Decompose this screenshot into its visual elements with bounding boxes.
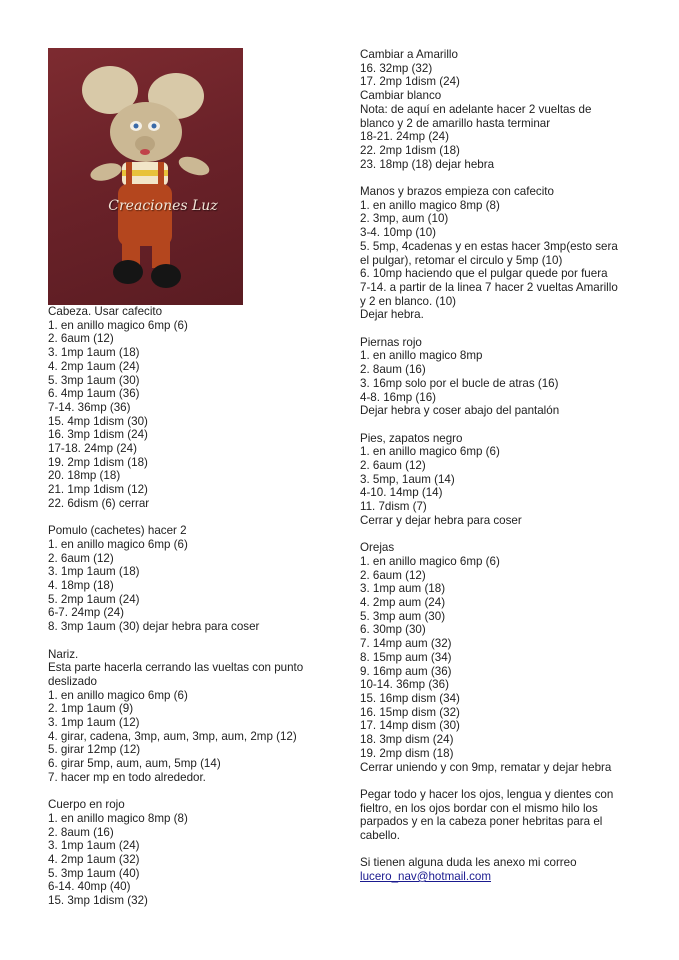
text-line: 17. 2mp 1dism (24) (360, 75, 460, 89)
text-line: 1. en anillo magico 6mp (6) (48, 537, 188, 551)
text-line: 18. 3mp dism (24) (360, 733, 454, 747)
text-line: blanco y 2 de amarillo hasta terminar (360, 116, 551, 130)
text-line: Piernas rojo (360, 335, 422, 349)
doll-illustration (48, 48, 243, 305)
text-line: 4. 18mp (18) (48, 579, 114, 593)
text-line: Cambiar blanco (360, 89, 442, 103)
text-line: 1. en anillo magico 6mp (6) (48, 318, 188, 332)
right-arm (176, 153, 212, 179)
left-arm (88, 160, 123, 184)
right-shoe (151, 264, 181, 288)
text-line: Cerrar y dejar hebra para coser (360, 513, 522, 527)
text-line: 15. 3mp 1dism (32) (48, 894, 148, 908)
text-line: 2. 8aum (16) (48, 825, 114, 839)
text-line: 2. 3mp, aum (10) (360, 212, 449, 226)
text-line: 7. hacer mp en todo alrededor. (48, 770, 206, 784)
text-line: parpados y en la cabeza poner hebritas para el (360, 815, 603, 829)
text-line: 9. 16mp aum (36) (360, 664, 452, 678)
text-line: Dejar hebra. (360, 308, 424, 322)
text-line: 6-7. 24mp (24) (48, 606, 125, 620)
blank-line (48, 785, 333, 799)
text-line: fieltro, en los ojos bordar con el mismo hilo los (360, 801, 598, 815)
text-line: Cabeza. Usar cafecito (48, 305, 163, 318)
text-line: 3. 5mp, 1aum (14) (360, 472, 455, 486)
text-line: 5. 5mp, 4cadenas y en estas hacer 3mp(esto sera (360, 239, 618, 253)
text-line: Manos y brazos empieza con cafecito (360, 185, 554, 199)
text-line: 7-14. 36mp (36) (48, 400, 131, 414)
text-line: 7. 14mp aum (32) (360, 637, 452, 651)
text-line: Dejar hebra y coser abajo del pantalón (360, 404, 560, 418)
text-line: 4. 2mp aum (24) (360, 596, 446, 610)
text-line: 8. 15mp aum (34) (360, 650, 452, 664)
text-line: 21. 1mp 1dism (12) (48, 483, 148, 497)
text-line: 15. 4mp 1dism (30) (48, 414, 148, 428)
text-line: 3. 1mp 1aum (18) (48, 346, 140, 360)
left-column (48, 305, 333, 908)
text-line: 2. 1mp 1aum (9) (48, 702, 134, 716)
text-line: 5. 3mp aum (30) (360, 609, 446, 623)
left-shoe (113, 260, 143, 284)
text-line: Orejas (360, 541, 395, 555)
text-line: 16. 32mp (32) (360, 61, 433, 75)
text-line: 18-21. 24mp (24) (360, 130, 449, 144)
text-line: 3. 1mp aum (18) (360, 582, 446, 596)
text-line: 1. en anillo magico 6mp (6) (360, 445, 500, 459)
text-line: 3. 1mp 1aum (18) (48, 565, 140, 579)
left-column-lines (48, 305, 333, 908)
text-line: 5. 2mp 1aum (24) (48, 592, 140, 606)
text-line: 16. 3mp 1dism (24) (48, 428, 148, 442)
text-line: 23. 18mp (18) dejar hebra (360, 157, 495, 171)
text-line: 6. 10mp haciendo que el pulgar quede por fuera (360, 267, 608, 281)
text-line: 1. en anillo magico 6mp (6) (48, 688, 188, 702)
text-line: 4. 2mp 1aum (24) (48, 359, 140, 373)
text-line: 1. en anillo magico 8mp (8) (360, 198, 500, 212)
text-line: deslizado (48, 674, 97, 688)
text-line: 16. 15mp dism (32) (360, 705, 460, 719)
text-line: 6. 4mp 1aum (36) (48, 387, 140, 401)
text-line: 2. 6aum (12) (360, 568, 426, 582)
text-line: y 2 en blanco. (10) (360, 294, 457, 308)
text-line: 4. girar, cadena, 3mp, aum, 3mp, aum, 2mp (12) (48, 729, 297, 743)
text-line: 22. 2mp 1dism (18) (360, 143, 460, 157)
text-line: 1. en anillo magico 6mp (6) (360, 554, 500, 568)
photo-watermark: Creaciones Luz (108, 198, 218, 214)
blank-line (360, 171, 652, 185)
text-line: Si tienen alguna duda les anexo mi correo (360, 856, 577, 870)
text-line: 15. 16mp dism (34) (360, 691, 460, 705)
text-line: 2. 8aum (16) (360, 363, 426, 377)
text-line: 5. 3mp 1aum (30) (48, 373, 140, 387)
blank-line (360, 528, 652, 542)
text-line: 19. 2mp 1dism (18) (48, 455, 148, 469)
blank-line (360, 843, 652, 857)
text-line: 6-14. 40mp (40) (48, 880, 131, 894)
text-line: cabello. (360, 829, 400, 842)
text-line: Esta parte hacerla cerrando las vueltas con punto (48, 661, 304, 675)
text-line: 1. en anillo magico 8mp (8) (48, 811, 188, 825)
text-line: 3. 1mp 1aum (12) (48, 716, 140, 730)
text-line: 3-4. 10mp (10) (360, 226, 437, 240)
text-line: 4. 2mp 1aum (32) (48, 853, 140, 867)
text-line: 4-8. 16mp (16) (360, 390, 437, 404)
text-line: Nota: de aquí en adelante hacer 2 vueltas de (360, 102, 592, 116)
doll-overalls (118, 184, 172, 246)
text-line: Pegar todo y hacer los ojos, lengua y dientes con (360, 787, 614, 801)
blank-line (48, 511, 333, 525)
text-line: 6. girar 5mp, aum, aum, 5mp (14) (48, 757, 221, 771)
text-line: 22. 6dism (6) cerrar (48, 496, 150, 510)
text-line: 10-14. 36mp (36) (360, 678, 449, 692)
text-line: 1. en anillo magico 8mp (360, 349, 483, 363)
text-line: 11. 7dism (7) (360, 500, 427, 514)
text-line: Pomulo (cachetes) hacer 2 (48, 524, 187, 538)
text-line: Pies, zapatos negro (360, 431, 463, 445)
text-line: 2. 6aum (12) (48, 332, 114, 346)
right-column-lines (360, 48, 652, 870)
text-line: Cambiar a Amarillo (360, 48, 458, 61)
email-link[interactable]: lucero_nav@hotmail.com (360, 870, 491, 884)
blank-line (360, 774, 652, 788)
text-line: 7-14. a partir de la linea 7 hacer 2 vueltas Amarillo (360, 280, 618, 294)
text-line: el pulgar), retomar el circulo y 5mp (10) (360, 253, 563, 267)
blank-line (360, 322, 652, 336)
blank-line (360, 418, 652, 432)
text-line: 5. girar 12mp (12) (48, 743, 141, 757)
right-column (360, 48, 652, 884)
text-line: 4-10. 14mp (14) (360, 486, 443, 500)
text-line: 2. 6aum (12) (48, 551, 114, 565)
text-line: 17. 14mp dism (30) (360, 719, 460, 733)
text-line: 5. 3mp 1aum (40) (48, 866, 140, 880)
text-line: Cuerpo en rojo (48, 798, 125, 812)
text-line: 19. 2mp dism (18) (360, 746, 454, 760)
text-line: 8. 3mp 1aum (30) dejar hebra para coser (48, 620, 260, 634)
text-line: 2. 6aum (12) (360, 459, 426, 473)
text-line: 20. 18mp (18) (48, 469, 121, 483)
text-line: 3. 1mp 1aum (24) (48, 839, 140, 853)
text-line: Nariz. (48, 647, 79, 661)
text-line: 6. 30mp (30) (360, 623, 426, 637)
text-line: 17-18. 24mp (24) (48, 442, 137, 456)
text-line: 3. 16mp solo por el bucle de atras (16) (360, 376, 559, 390)
text-line: Cerrar uniendo y con 9mp, rematar y dejar hebra (360, 760, 612, 774)
blank-line (48, 634, 333, 648)
doll-photo (48, 48, 243, 305)
